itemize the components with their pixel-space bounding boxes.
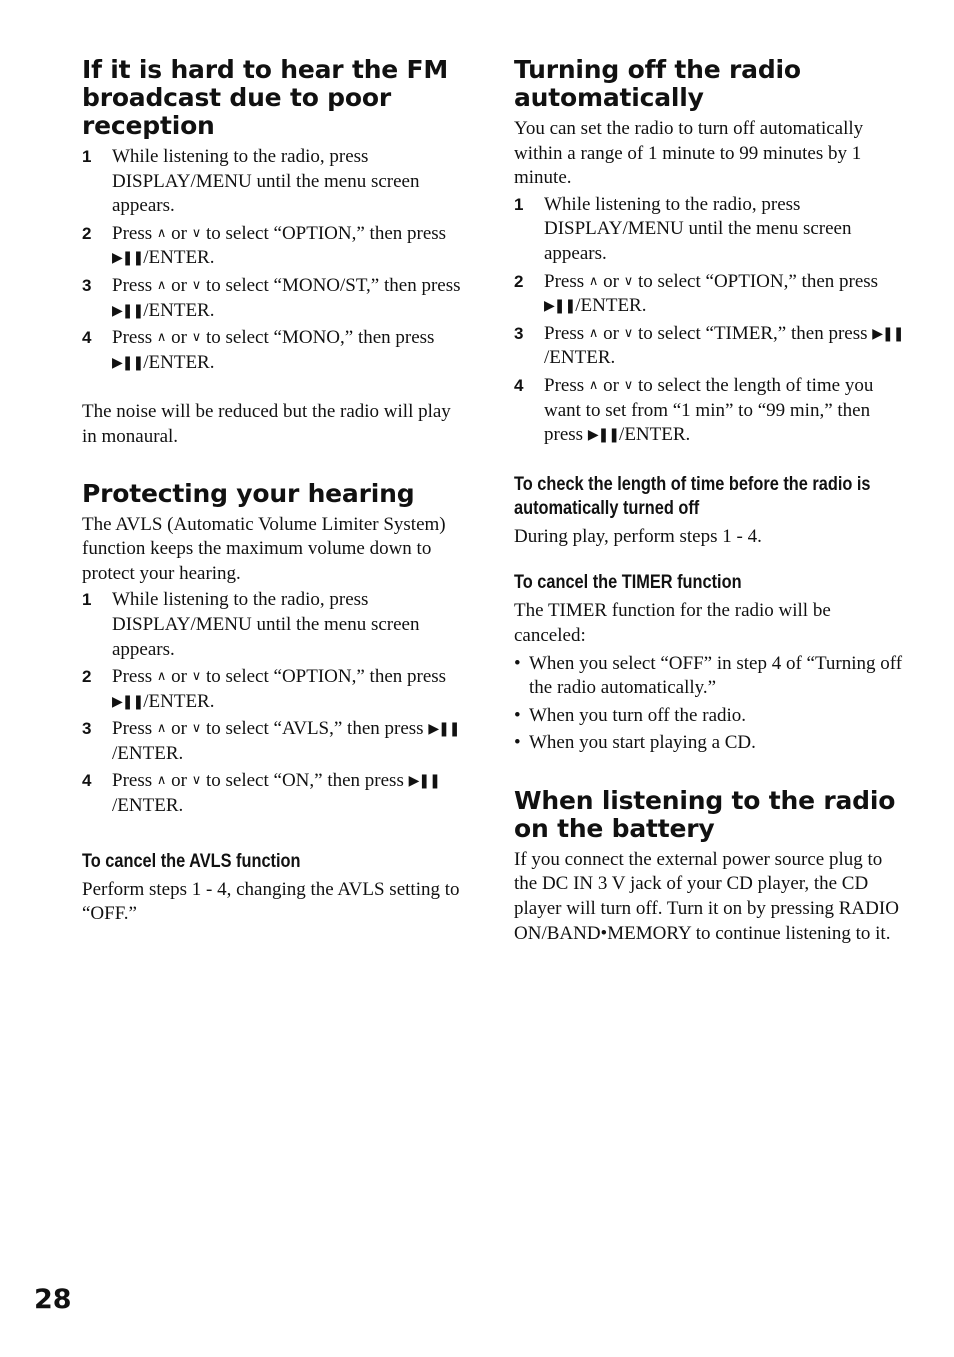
fm-reception-steps	[82, 145, 464, 375]
step-text	[112, 665, 464, 714]
step-text-part: Press	[112, 718, 153, 740]
step-text-part: Press	[112, 222, 153, 244]
play-pause-icon: ▶❚❚	[112, 354, 144, 371]
up-arrow-icon: ∧	[156, 669, 167, 685]
step-text-part: to select “MONO,” then press	[205, 327, 435, 349]
spacer	[82, 822, 464, 850]
hearing-section	[82, 480, 464, 927]
step-text	[112, 717, 464, 766]
step-text-part: /ENTER.	[575, 295, 647, 317]
step-text-part: or	[171, 718, 187, 740]
play-pause-icon: ▶❚❚	[112, 250, 144, 267]
hearing-heading: Protecting your hearing	[82, 478, 415, 508]
step-item	[82, 145, 464, 219]
step-text-part: or	[603, 270, 619, 292]
step-number: 2	[514, 271, 524, 291]
step-item	[82, 769, 464, 818]
step-text-part: Press	[544, 374, 585, 396]
timer-steps	[514, 193, 906, 448]
up-arrow-icon: ∧	[588, 325, 599, 341]
down-arrow-icon: ∨	[191, 277, 202, 293]
step-text-part: to select “ON,” then press	[205, 770, 404, 792]
down-arrow-icon: ∨	[623, 273, 634, 289]
step-text-part: /ENTER.	[143, 299, 215, 321]
step-text	[112, 769, 464, 818]
play-pause-icon: ▶❚❚	[112, 693, 144, 710]
step-text-part: to select “AVLS,” then press	[205, 718, 424, 740]
fm-reception-heading: If it is hard to hear the FM broadcast due to poor reception	[82, 55, 449, 140]
step-text-part: to select “TIMER,” then press	[637, 322, 868, 344]
up-arrow-icon: ∧	[156, 721, 167, 737]
timer-heading: Turning off the radio automatically	[514, 55, 801, 112]
step-text	[544, 270, 906, 319]
avls-cancel-text: Perform steps 1 - 4, changing the AVLS setting to “OFF.”	[82, 878, 460, 925]
spacer	[514, 549, 906, 571]
step-number: 4	[82, 328, 92, 348]
timer-check-heading: To check the length of time before the radio is automatically turned off	[514, 473, 871, 519]
step-item	[514, 270, 906, 319]
step-item	[514, 374, 906, 448]
step-item	[514, 193, 906, 267]
down-arrow-icon: ∨	[191, 330, 202, 346]
spacer	[514, 451, 906, 473]
spacer	[82, 450, 464, 480]
play-pause-icon: ▶❚❚	[112, 302, 144, 319]
up-arrow-icon: ∧	[156, 773, 167, 789]
step-text-part: or	[171, 327, 187, 349]
list-item	[514, 731, 906, 756]
play-pause-icon: ▶❚❚	[872, 325, 904, 342]
step-text-part: to select “OPTION,” then press	[205, 222, 447, 244]
step-number: 3	[82, 275, 92, 295]
list-item	[514, 652, 906, 701]
spacer	[82, 378, 464, 400]
up-arrow-icon: ∧	[156, 225, 167, 241]
step-item	[82, 326, 464, 375]
step-text-part: Press	[544, 322, 585, 344]
up-arrow-icon: ∧	[588, 273, 599, 289]
bullet-icon: •	[514, 704, 521, 726]
step-item	[82, 222, 464, 271]
down-arrow-icon: ∨	[623, 325, 634, 341]
step-text-part: /ENTER.	[112, 742, 184, 764]
play-pause-icon: ▶❚❚	[587, 427, 620, 444]
step-text	[112, 326, 464, 375]
up-arrow-icon: ∧	[156, 277, 167, 293]
fm-reception-note: The noise will be reduced but the radio will play in monaural.	[82, 401, 451, 447]
step-text-part: Press	[112, 666, 153, 688]
step-number: 1	[82, 590, 92, 610]
down-arrow-icon: ∨	[623, 377, 634, 393]
right-column	[514, 56, 906, 946]
step-text-part: /ENTER.	[143, 351, 215, 373]
step-number: 1	[82, 147, 92, 166]
play-pause-icon: ▶❚❚	[408, 773, 440, 790]
spacer	[514, 759, 906, 787]
step-text: While listening to the radio, press DISPLAY/MENU until the menu screen appears.	[112, 146, 420, 217]
step-number: 2	[82, 223, 92, 243]
step-text-part: /ENTER.	[143, 690, 215, 712]
play-pause-icon: ▶❚❚	[428, 721, 460, 738]
timer-section	[514, 56, 906, 756]
step-text-part: Press	[112, 327, 153, 349]
battery-heading: When listening to the radio on the battery	[514, 785, 896, 843]
timer-intro: You can set the radio to turn off automatically within a range of 1 minute to 99 minutes by 1 minute.	[514, 118, 864, 189]
step-text-part: or	[171, 770, 187, 792]
step-text	[112, 274, 464, 323]
step-text-part: /ENTER.	[143, 247, 215, 269]
step-number: 3	[82, 719, 92, 739]
list-item	[514, 704, 906, 729]
step-text-part: or	[171, 222, 187, 244]
step-text-part: Press	[112, 274, 153, 296]
up-arrow-icon: ∧	[156, 330, 167, 346]
step-text-part: or	[603, 322, 619, 344]
down-arrow-icon: ∨	[191, 721, 202, 737]
step-text-part: to select the length of time you want to set from “1 min” to “99 min,” then press	[544, 374, 874, 446]
battery-section	[514, 787, 906, 946]
step-text-part: to select “MONO/ST,” then press	[205, 274, 461, 296]
step-item	[82, 665, 464, 714]
step-text: While listening to the radio, press DISPLAY/MENU until the menu screen appears.	[112, 589, 420, 660]
step-text	[112, 222, 464, 271]
timer-check-text: During play, perform steps 1 - 4.	[514, 525, 762, 547]
step-text-part: /ENTER.	[544, 347, 616, 369]
step-number: 4	[82, 771, 92, 791]
avls-cancel-heading: To cancel the AVLS function	[82, 850, 301, 872]
step-number: 2	[82, 667, 92, 687]
step-text	[544, 322, 906, 371]
play-pause-icon: ▶❚❚	[544, 298, 576, 315]
list-item-text: When you select “OFF” in step 4 of “Turning off the radio automatically.”	[529, 652, 903, 699]
step-item	[82, 588, 464, 662]
down-arrow-icon: ∨	[191, 669, 202, 685]
battery-text: If you connect the external power source plug to the DC IN 3 V jack of your CD player, the CD player will turn off. Turn it on by pressing RADIO ON/BAND•MEMORY to continue listening to it.	[514, 848, 899, 944]
step-text-part: /ENTER.	[112, 795, 184, 817]
step-text-part: Press	[544, 270, 585, 292]
step-text-part: to select “OPTION,” then press	[205, 666, 447, 688]
bullet-icon: •	[514, 732, 521, 754]
list-item-text: When you start playing a CD.	[529, 732, 756, 754]
step-text-part: or	[603, 374, 619, 396]
timer-cancel-text: The TIMER function for the radio will be canceled:	[514, 600, 831, 646]
step-text-part: or	[171, 274, 187, 296]
hearing-intro: The AVLS (Automatic Volume Limiter System) function keeps the maximum volume down to protect your hearing.	[82, 513, 446, 584]
bullet-icon: •	[514, 652, 521, 674]
fm-reception-section	[82, 56, 464, 450]
left-column	[82, 56, 464, 927]
step-item	[82, 717, 464, 766]
step-text-part: to select “OPTION,” then press	[637, 270, 879, 292]
up-arrow-icon: ∧	[588, 377, 599, 393]
page-number: 28	[34, 1284, 72, 1315]
step-item	[514, 322, 906, 371]
step-text	[544, 374, 906, 448]
step-text-part: Press	[112, 770, 153, 792]
step-item	[82, 274, 464, 323]
step-text-part: /ENTER.	[619, 424, 691, 446]
timer-cancel-heading: To cancel the TIMER function	[514, 572, 742, 594]
down-arrow-icon: ∨	[191, 773, 202, 789]
step-number: 3	[514, 323, 524, 343]
step-number: 1	[514, 194, 524, 214]
timer-cancel-list	[514, 652, 906, 756]
step-text-part: or	[171, 666, 187, 688]
step-text: While listening to the radio, press DISPLAY/MENU until the menu screen appears.	[544, 193, 852, 264]
list-item-text: When you turn off the radio.	[529, 704, 747, 726]
step-number: 4	[514, 375, 524, 395]
hearing-steps	[82, 588, 464, 818]
down-arrow-icon: ∨	[191, 225, 202, 241]
